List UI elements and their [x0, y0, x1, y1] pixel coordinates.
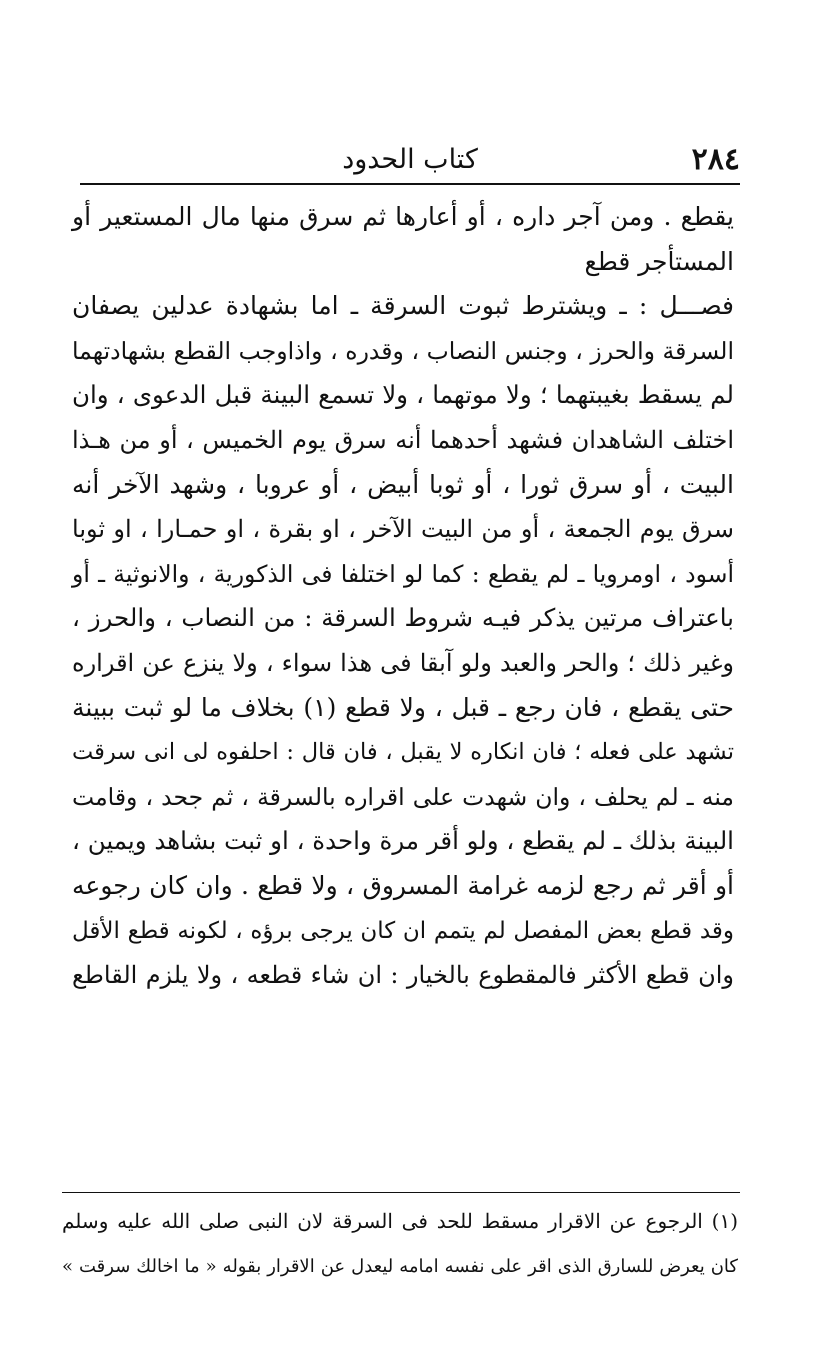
text-line: سرق يوم الجمعة ، أو من البيت الآخر ، او بقرة ، او حمـارا ، او ثوبا	[72, 515, 734, 544]
text-line: حتى يقطع ، فان رجع ـ قبل ، ولا قطع (١) بخلاف ما لو ثبت ببينة	[72, 692, 735, 722]
text-line: وقد قطع بعض المفصل لم يتمم ان كان يرجى برؤه ، لكونه قطع الأقل	[72, 917, 734, 944]
text-line: المستأجر قطع	[584, 246, 734, 276]
header-rule	[80, 183, 740, 185]
text-line: لم يسقط بغيبتهما ؛ ولا موتهما ، ولا تسمع البينة قبل الدعوى ، وان	[72, 380, 734, 410]
footnote-line: (١) الرجوع عن الاقرار مسقط للحد فى السرقة لان النبى صلى الله عليه وسلم	[62, 1209, 738, 1233]
text-line: السرقة والحرز ، وجنس النصاب ، وقدره ، واذاوجب القطع بشهادتهما	[72, 336, 734, 365]
text-line: يقطع . ومن آجر داره ، أو أعارها ثم سرق منها مال المستعير أو	[72, 202, 734, 231]
text-line: أو أقر ثم رجع لزمه غرامة المسروق ، ولا قطع . وان كان رجوعه	[72, 870, 734, 900]
text-line: باعتراف مرتين يذكر فيـه شروط السرقة : من النصاب ، والحرز ،	[72, 603, 734, 633]
text-line: اختلف الشاهدان فشهد أحدهما أنه سرق يوم الخميس ، أو من هـذا	[72, 425, 734, 454]
footnote-line: كان يعرض للسارق الذى اقر على نفسه امامه ليعدل عن الاقرار بقوله « ما اخالك سرقت »	[62, 1256, 738, 1277]
text-line: البيت ، أو سرق ثورا ، أو ثوبا أبيض ، أو عروبا ، وشهد الآخر أنه	[72, 469, 734, 499]
running-title: كتاب الحدود	[342, 144, 478, 175]
section-heading-line: فصـــل : ـ ويشترط ثبوت السرقة ـ اما بشهادة عدلين يصفان	[72, 291, 734, 321]
page-number: ٢٨٤	[691, 142, 740, 177]
text-line: تشهد على فعله ؛ فان انكاره لا يقبل ، فان قال : احلفوه لى انى سرقت	[72, 739, 734, 766]
text-line: وغير ذلك ؛ والحر والعبد ولو آبقا فى هذا سواء ، ولا ينزع عن اقراره	[72, 648, 734, 677]
text-line: البينة بذلك ـ لم يقطع ، ولو أقر مرة واحدة ، او ثبت بشاهد ويمين ،	[72, 826, 734, 856]
text-line: منه ـ لم يحلف ، وان شهدت على اقراره بالسرقة ، ثم جحد ، وقامت	[72, 782, 734, 811]
page-header	[80, 140, 740, 180]
text-line: وان قطع الأكثر فالمقطوع بالخيار : ان شاء قطعه ، ولا يلزم القاطع	[72, 961, 734, 990]
text-line: أسود ، اومرويا ـ لم يقطع : كما لو اختلفا فى الذكورية ، والانوثية ـ أو	[72, 559, 734, 588]
body-text	[72, 195, 734, 998]
footnote-rule	[62, 1192, 740, 1193]
footnotes	[62, 1198, 738, 1290]
